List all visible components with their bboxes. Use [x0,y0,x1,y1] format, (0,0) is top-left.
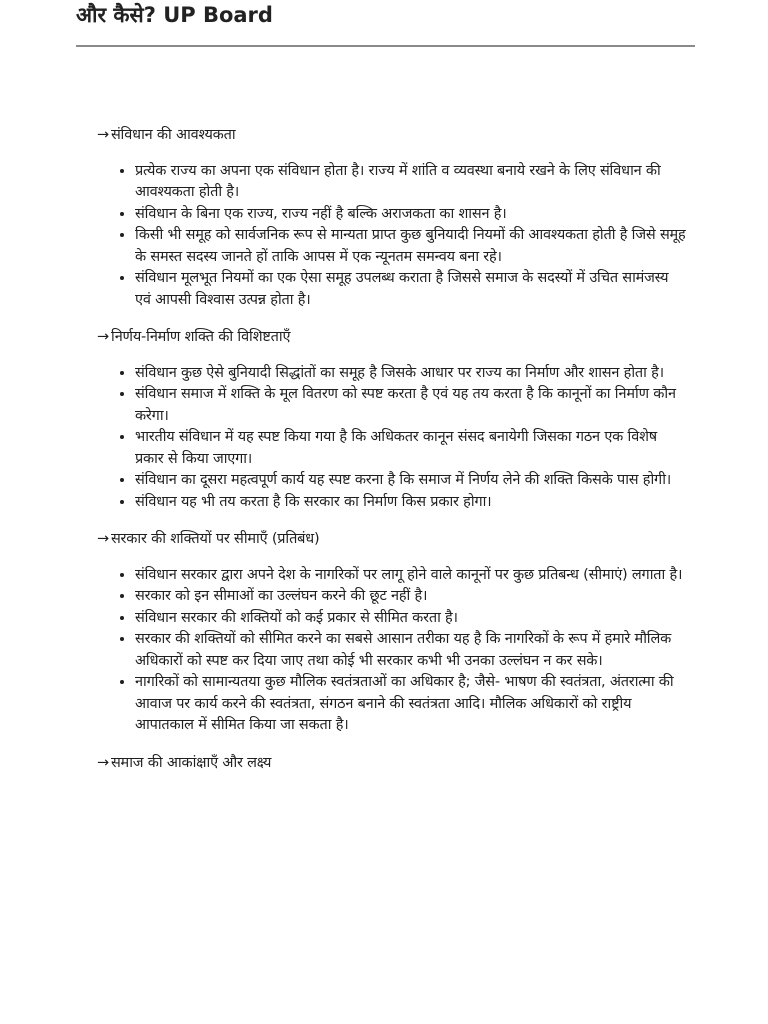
section-heading [97,125,687,147]
arrow-icon: → [97,754,109,771]
section-heading [97,529,687,551]
arrow-icon: → [97,531,109,547]
list-item: • नागरिकों को सामान्यतया कुछ मौलिक स्वतंत्रताओं का अधिकार है; जैसे- भाषण की स्वतंत्रता, अंतरात्मा की आवाज पर कार्य करने की स्वतंत्रता, संगठन बनाने की स्वतंत्रता आदि। मौलिक अधिकारों को राष्ट्रीय आपातकाल में सीमित किया जा सकता है। [135,672,687,737]
section-heading-text: संविधान की आवश्यकता [110,127,236,143]
list-item: • संविधान के बिना एक राज्य, राज्य नहीं है बल्कि अराजकता का शासन है। [135,204,687,226]
list-item: • संविधान मूलभूत नियमों का एक ऐसा समूह उपलब्ध कराता है जिससे समाज के सदस्यों में उचित सामंजस्य एवं आपसी विश्वास उत्पन्न होता है। [135,268,687,311]
list-item: • प्रत्येक राज्य का अपना एक संविधान होता है। राज्य में शांति व व्यवस्था बनाये रखने के लिए संविधान की आवश्यकता होती है। [135,161,687,204]
list-item: • संविधान कुछ ऐसे बुनियादी सिद्धांतों का समूह है जिसके आधार पर राज्य का निर्माण और शासन होता है। [135,363,687,385]
list-item: • संविधान सरकार की शक्तियों को कई प्रकार से सीमित करता है। [135,608,687,630]
section-constitution-need [97,125,687,311]
list-item: • सरकार की शक्तियों को सीमित करने का सबसे आसान तरीका यह है कि नागरिकों के रूप में हमारे मौलिक अधिकारों को स्पष्ट कर दिया जाए तथा कोई भी सरकार कभी भी उनका उल्लंघन न कर सके। [135,629,687,672]
page-header [76,0,695,47]
bullet-list [97,161,687,312]
list-item: • संविधान सरकार द्वारा अपने देश के नागरिकों पर लागू होने वाले कानूनों पर कुछ प्रतिबन्ध (सीमाएं) लगाता है। [135,565,687,587]
section-heading-text: निर्णय-निर्माण शक्ति की विशिष्टताएँ [110,329,291,345]
section-decision-making [97,327,687,513]
section-govt-limits [97,529,687,737]
list-item: • संविधान का दूसरा महत्वपूर्ण कार्य यह स्पष्ट करना है कि समाज में निर्णय लेने की शक्ति किसके पास होगी। [135,470,687,492]
list-item: • किसी भी समूह को सार्वजनिक रूप से मान्यता प्राप्त कुछ बुनियादी नियमों की आवश्यकता होती है जिसे समूह के समस्त सदस्य जानते हों ताकि आपस में एक न्यूनतम समन्वय बना रहे। [135,225,687,268]
section-heading [97,327,687,349]
list-item: • संविधान यह भी तय करता है कि सरकार का निर्माण किस प्रकार होगा। [135,492,687,514]
arrow-icon: → [97,329,109,345]
bullet-list [97,363,687,514]
list-item: • भारतीय संविधान में यह स्पष्ट किया गया है कि अधिकतर कानून संसद बनायेगी जिसका गठन एक विशेष प्रकार से किया जाएगा। [135,427,687,470]
list-item: • सरकार को इन सीमाओं का उल्लंघन करने की छूट नहीं है। [135,586,687,608]
bullet-list [97,565,687,737]
document-content [97,125,687,790]
section-society-aspirations [97,753,687,775]
section-heading-text: सरकार की शक्तियों पर सीमाएँ (प्रतिबंध) [110,531,320,547]
list-item: • संविधान समाज में शक्ति के मूल वितरण को स्पष्ट करता है एवं यह तय करता है कि कानूनों का निर्माण कौन करेगा। [135,384,687,427]
page-title: और कैसे? UP Board [76,3,273,27]
arrow-icon: → [97,127,109,143]
section-heading-text: समाज की आकांक्षाएँ और लक्ष्य [110,754,272,771]
section-heading [97,753,687,775]
